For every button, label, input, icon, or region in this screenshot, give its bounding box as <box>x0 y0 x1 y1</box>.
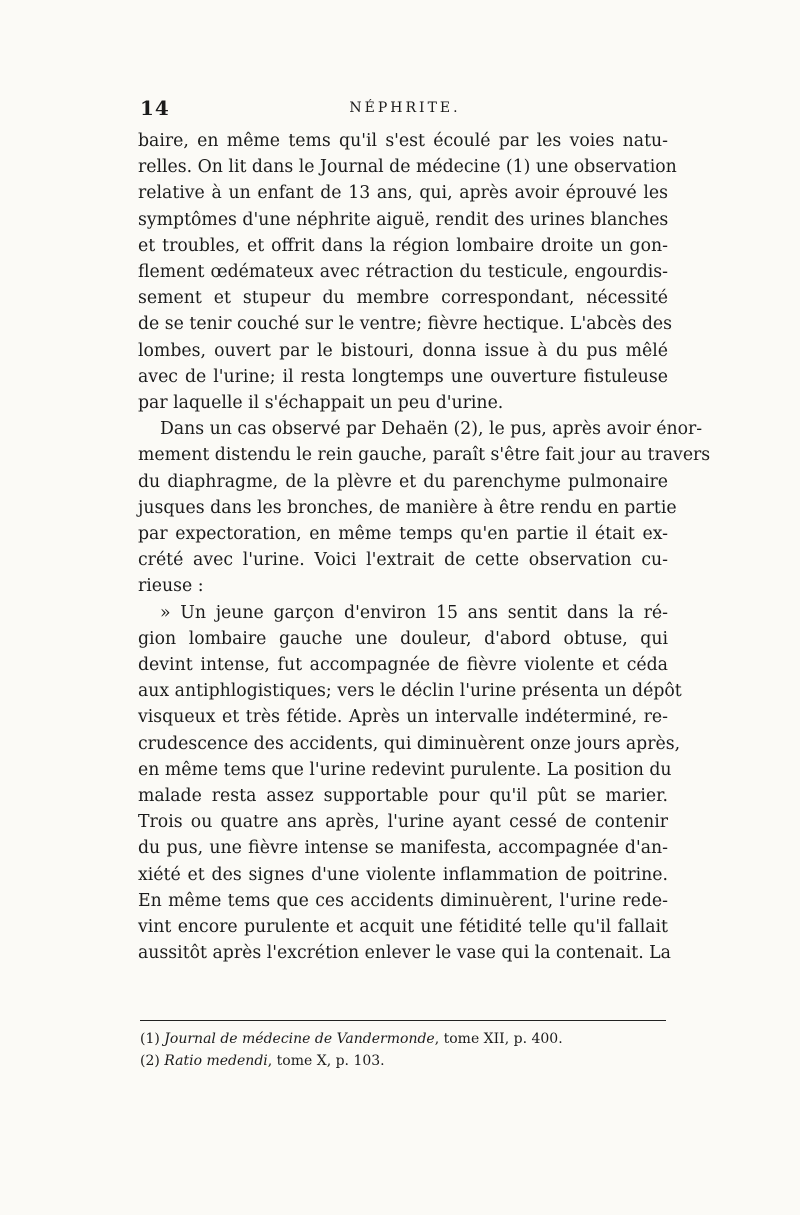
text-line: lombes, ouvert par le bistouri, donna issue à du pus mêlé <box>138 340 668 361</box>
text-line: symptômes d'une néphrite aiguë, rendit des urines blanches <box>138 209 669 230</box>
text-line: Dans un cas observé par Dehaën (2), le pus, après avoir énor- <box>160 419 703 440</box>
text-line: relative à un enfant de 13 ans, qui, après avoir éprouvé les <box>138 183 668 204</box>
text-line: » Un jeune garçon d'environ 15 ans sentit dans la ré- <box>160 602 668 623</box>
text-line: flement œdémateux avec rétraction du testicule, engourdis- <box>138 262 668 283</box>
text-line: par laquelle il s'échappait un peu d'urine. <box>138 393 504 414</box>
text-line: jusques dans les bronches, de manière à être rendu en partie <box>138 497 677 518</box>
text-line: En même tems que ces accidents diminuèrent, l'urine rede- <box>138 890 668 911</box>
footnote-title: Journal de médecine de Vandermonde <box>164 1031 435 1047</box>
footnote-title: Ratio medendi <box>164 1053 268 1069</box>
text-line: devint intense, fut accompagnée de fièvre violente et céda <box>138 655 668 676</box>
text-line: par expectoration, en même temps qu'en partie il était ex- <box>138 524 668 545</box>
running-head <box>140 96 670 126</box>
text-line: visqueux et très fétide. Après un intervalle indéterminé, re- <box>138 707 668 728</box>
text-line: rieuse : <box>138 576 204 597</box>
footnotes <box>140 1028 666 1072</box>
text-line: aux antiphlogistiques; vers le déclin l'urine présenta un dépôt <box>138 681 682 702</box>
text-line: mement distendu le rein gauche, paraît s'être fait jour au travers <box>138 445 711 466</box>
text-line: malade resta assez supportable pour qu'il pût se marier. <box>138 786 668 807</box>
footnote-text: , tome XII, p. 400. <box>434 1031 563 1047</box>
text-line: relles. On lit dans le Journal de médecine (1) une observation <box>138 157 677 178</box>
text-line: crudescence des accidents, qui diminuèrent onze jours après, <box>138 733 681 754</box>
page-number: 14 <box>140 96 170 120</box>
text-line: baire, en même tems qu'il s'est écoulé par les voies natu- <box>138 131 668 151</box>
text-line: en même tems que l'urine redevint purulente. La position du <box>138 759 672 780</box>
text-line: du pus, une fièvre intense se manifesta, accompagnée d'an- <box>138 838 668 859</box>
text-line: et troubles, et offrit dans la région lombaire droite un gon- <box>138 235 668 256</box>
footnote-marker: (2) <box>140 1053 160 1069</box>
footnote-text: , tome X, p. 103. <box>267 1053 385 1069</box>
footnote-rule <box>140 1020 666 1021</box>
text-line: avec de l'urine; il resta longtemps une ouverture fistuleuse <box>138 366 668 387</box>
body-text <box>138 128 711 967</box>
text-line: de se tenir couché sur le ventre; fièvre hectique. L'abcès des <box>138 314 672 335</box>
text-line: du diaphragme, de la plèvre et du parenchyme pulmonaire <box>138 471 668 492</box>
text-line: crété avec l'urine. Voici l'extrait de cette observation cu- <box>138 550 668 571</box>
footnote <box>140 1028 666 1050</box>
text-line: aussitôt après l'excrétion enlever le vase qui la contenait. La <box>138 943 671 964</box>
text-line: gion lombaire gauche une douleur, d'abord obtuse, qui <box>138 628 668 649</box>
running-title: NÉPHRITE. <box>349 100 461 116</box>
text-line: xiété et des signes d'une violente inflammation de poitrine. <box>138 864 668 885</box>
footnote <box>140 1050 666 1072</box>
text-line: Trois ou quatre ans après, l'urine ayant cessé de contenir <box>138 812 668 833</box>
text-line: vint encore purulente et acquit une fétidité telle qu'il fallait <box>138 917 668 938</box>
text-line: sement et stupeur du membre correspondant, nécessité <box>138 288 668 309</box>
footnote-marker: (1) <box>140 1031 160 1047</box>
